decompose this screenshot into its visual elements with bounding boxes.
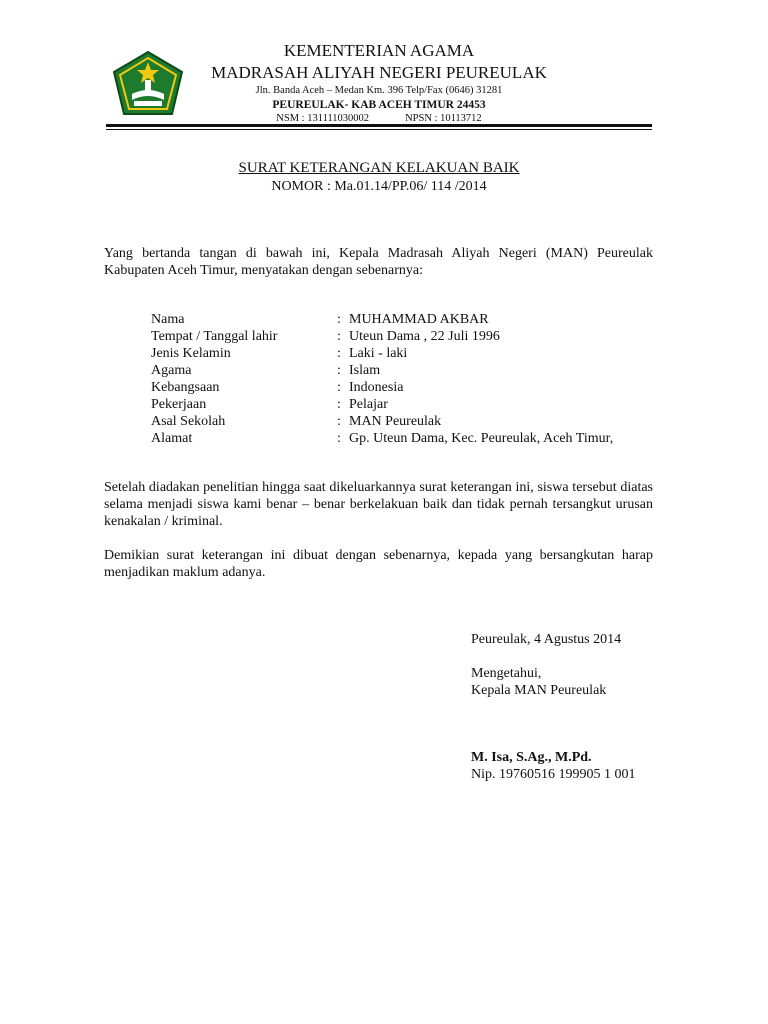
identity-row-school <box>151 413 671 430</box>
field-separator: : <box>337 380 341 395</box>
closing-paragraph: Demikian surat keterangan ini dibuat dengan sebenarnya, kepada yang bersangkutan harap menjadikan maklum adanya. <box>104 548 653 580</box>
field-value: Laki - laki <box>349 346 408 361</box>
identity-row-nationality <box>151 379 671 396</box>
field-value: MUHAMMAD AKBAR <box>349 312 489 327</box>
field-separator: : <box>337 431 341 446</box>
signatory-nip: Nip. 19760516 199905 1 001 <box>471 767 636 782</box>
identity-row-address <box>151 430 671 447</box>
document-number: NOMOR : Ma.01.14/PP.06/ 114 /2014 <box>271 179 487 194</box>
field-separator: : <box>337 397 341 412</box>
document-title: SURAT KETERANGAN KELAKUAN BAIK <box>238 160 520 176</box>
field-label: Nama <box>151 312 185 327</box>
field-separator: : <box>337 414 341 429</box>
letterhead <box>190 40 568 126</box>
npsn-number: NPSN : 10113712 <box>405 113 482 124</box>
signature-position: Kepala MAN Peureulak <box>471 683 607 698</box>
field-separator: : <box>337 329 341 344</box>
field-label: Tempat / Tanggal lahir <box>151 329 278 344</box>
field-label: Jenis Kelamin <box>151 346 231 361</box>
field-value: MAN Peureulak <box>349 414 442 429</box>
signature-acknowledge: Mengetahui, <box>471 666 542 681</box>
identity-row-name <box>151 311 671 328</box>
school-address: Jln. Banda Aceh – Medan Km. 396 Telp/Fax (0646) 31281 <box>255 85 503 96</box>
field-value: Uteun Dama , 22 Juli 1996 <box>349 329 500 344</box>
field-label: Pekerjaan <box>151 397 207 412</box>
ministry-name: KEMENTERIAN AGAMA <box>283 41 475 60</box>
field-separator: : <box>337 312 341 327</box>
field-separator: : <box>337 363 341 378</box>
intro-paragraph: Yang bertanda tangan di bawah ini, Kepala Madrasah Aliyah Negeri (MAN) Peureulak Kabupaten Aceh Timur, menyatakan dengan sebenarnya: <box>104 246 653 278</box>
identity-table <box>151 311 671 447</box>
identity-row-occupation <box>151 396 671 413</box>
statement-paragraph: Setelah diadakan penelitian hingga saat dikeluarkannya surat keterangan ini, siswa tersebut diatas selama menjadi siswa kami benar – benar berkelakuan baik dan tidak pernah tersangkut urusan kenakalan / kriminal. <box>104 480 653 529</box>
ministry-logo-icon <box>112 50 184 118</box>
field-label: Asal Sekolah <box>151 414 226 429</box>
letterhead-divider-thick <box>106 124 652 127</box>
field-value: Indonesia <box>349 380 404 395</box>
field-value: Gp. Uteun Dama, Kec. Peureulak, Aceh Timur, <box>349 431 614 446</box>
identity-row-gender <box>151 345 671 362</box>
field-label: Agama <box>151 363 192 378</box>
field-label: Kebangsaan <box>151 380 220 395</box>
signatory-name: M. Isa, S.Ag., M.Pd. <box>471 750 592 765</box>
identity-row-religion <box>151 362 671 379</box>
nsm-number: NSM : 131111030002 <box>276 113 370 124</box>
letterhead-divider-thin <box>106 129 652 130</box>
field-separator: : <box>337 346 341 361</box>
identity-row-birth <box>151 328 671 345</box>
field-value: Pelajar <box>349 397 388 412</box>
field-value: Islam <box>349 363 381 378</box>
field-label: Alamat <box>151 431 193 446</box>
school-city: PEUREULAK- KAB ACEH TIMUR 24453 <box>272 99 486 111</box>
signature-place-date: Peureulak, 4 Agustus 2014 <box>471 632 622 647</box>
school-name: MADRASAH ALIYAH NEGERI PEUREULAK <box>211 63 547 82</box>
